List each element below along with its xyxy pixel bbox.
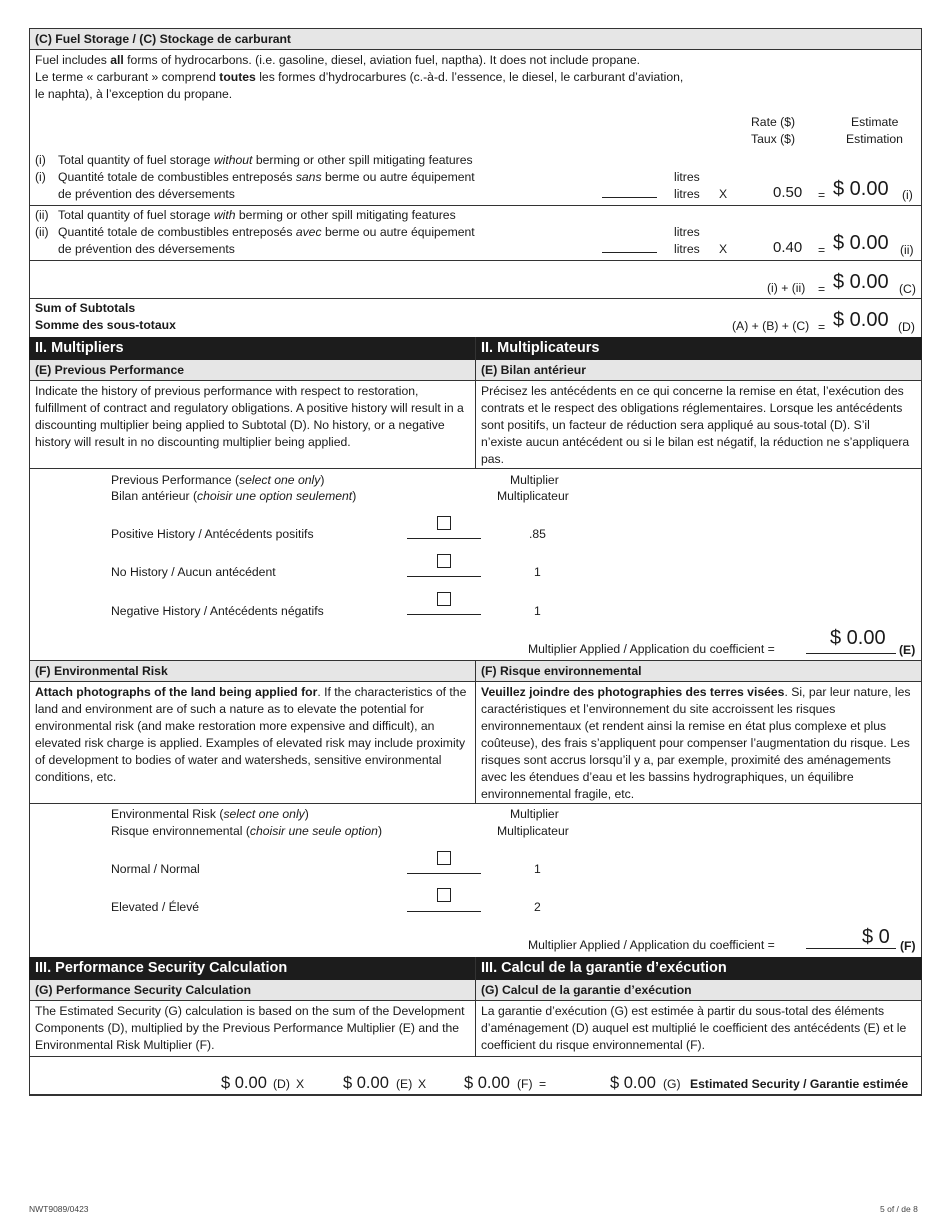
env-desc-en: Attach photographs of the land being applied for. If the characteristics of the land and environment are of such a nature as to elevate the potential for environmental risk (and make restoration more expensive and difficult), an elevated risk charge is applied. Examples of elevated risk may include proximity of development to bodies of water and watersheds, sensitive environmental conditions, etc. [35, 685, 467, 784]
calc-g-tag: (G) [663, 1077, 681, 1091]
prev-select-en: Previous Performance (select one only) [111, 473, 325, 487]
calc-equals: = [539, 1077, 547, 1091]
env-option-normal-value: 1 [534, 862, 541, 876]
calc-g-value[interactable]: $ 0.00 [610, 1074, 656, 1092]
security-header-en: (G) Performance Security Calculation [35, 983, 252, 997]
prev-mult-label-fr: Multiplicateur [497, 489, 569, 503]
prev-header-fr: (E) Bilan antérieur [481, 363, 586, 377]
fuel-subtotal-formula: (i) + (ii) [767, 281, 806, 295]
prev-option-positive-checkbox[interactable] [437, 516, 451, 530]
estimate-label-fr: Estimation [846, 132, 903, 146]
item-i-label-en: Total quantity of fuel storage without berming or other spill mitigating features [58, 153, 473, 167]
prev-option-none-line [407, 576, 481, 577]
prev-desc-fr: Précisez les antécédents en ce qui concerne la remise en état, l’exécution des contrats et le respect des obligations réglementaires. Lorsque les antécédents sont positifs, un facteur de réduction sera appliqué au sous-total (D). S’il n’existe aucun antécédent ou si le bilan est négatif, la réduction ne s’appliquera pas. [481, 384, 910, 466]
security-title-bar-fr [476, 957, 922, 980]
security-title-en: III. Performance Security Calculation [35, 960, 288, 976]
calc-times-2: X [418, 1077, 427, 1091]
sum-tag: (D) [898, 320, 915, 334]
item-ii-unit-en: litres [674, 225, 700, 239]
item-i-unit-fr: litres [674, 187, 700, 201]
multipliers-title-fr: II. Multiplicateurs [481, 340, 600, 356]
item-ii-rate: 0.40 [773, 239, 803, 256]
prev-desc-en: Indicate the history of previous performance with respect to restoration, fulfillment of contract and regulatory obligations. A positive history will result in a discounting multiplier being applied to Subtotal (D). No history, or a negative history will result in no discounting multiplier being applied. [35, 384, 464, 449]
env-applied-value[interactable]: $ 0 [862, 926, 890, 948]
item-ii-estimate-value[interactable]: $ 0.00 [833, 232, 889, 254]
rate-label-en: Rate ($) [751, 115, 796, 129]
item-i-quantity-field[interactable] [602, 197, 657, 198]
fuel-desc-en: Fuel includes all forms of hydrocarbons. (i.e. gasoline, diesel, aviation fuel, naptha). It does not include propane. [35, 53, 641, 67]
env-header-en: (F) Environmental Risk [35, 664, 168, 678]
prev-option-positive-value: .85 [529, 527, 546, 541]
env-option-normal-label: Normal / Normal [111, 862, 200, 876]
env-applied-tag: (F) [900, 939, 916, 953]
fuel-subtotal-value[interactable]: $ 0.00 [833, 271, 889, 293]
item-ii-label-fr: Quantité totale de combustibles entreposés avec berme ou autre équipement [58, 225, 475, 239]
fuel-subtotal-equals: = [818, 282, 826, 296]
env-option-normal-line [407, 873, 481, 874]
prev-option-negative-label: Negative History / Antécédents négatifs [111, 604, 324, 618]
security-desc-en: The Estimated Security (G) calculation is based on the sum of the Development Components (D), multiplied by the Previous Performance Multiplier (E) and the Environmental Risk Multiplier (F). [35, 1004, 465, 1052]
prev-applied-label: Multiplier Applied / Application du coefficient = [528, 642, 775, 656]
env-select-fr: Risque environnemental (choisir une seule option) [111, 824, 383, 838]
prev-option-negative-line [407, 614, 481, 615]
calc-d-tag: (D) [273, 1077, 290, 1091]
env-select-en: Environmental Risk (select one only) [111, 807, 309, 821]
security-desc-fr: La garantie d’exécution (G) est estimée à partir du sous-total des éléments d’aménagement (D) auquel est multiplié le coefficient des antécédents (E) et le coefficient du risque environnemental (F). [481, 1004, 907, 1052]
item-i-num-en: (i) [35, 153, 46, 167]
item-i-unit-en: litres [674, 170, 700, 184]
prev-select-fr: Bilan antérieur (choisir une option seulement) [111, 489, 357, 503]
sum-equals: = [818, 320, 826, 334]
item-ii-quantity-field[interactable] [602, 252, 657, 253]
calc-times-1: X [296, 1077, 305, 1091]
fuel-desc-fr-line2: le naphta), à l’exception du propane. [35, 87, 233, 101]
page-number: 5 of / de 8 [880, 1204, 918, 1214]
prev-option-none-checkbox[interactable] [437, 554, 451, 568]
form-id: NWT9089/0423 [29, 1204, 89, 1214]
item-i-equals: = [818, 188, 826, 202]
security-header-fr: (G) Calcul de la garantie d’exécution [481, 983, 692, 997]
item-i-times: X [719, 187, 728, 201]
fuel-storage-header: (C) Fuel Storage / (C) Stockage de carburant [35, 32, 291, 46]
calc-f-value[interactable]: $ 0.00 [464, 1074, 510, 1092]
prev-option-negative-checkbox[interactable] [437, 592, 451, 606]
env-mult-label-en: Multiplier [510, 807, 559, 821]
item-ii-num-en: (ii) [35, 208, 49, 222]
security-title-fr: III. Calcul de la garantie d’exécution [481, 960, 727, 976]
multipliers-title-en: II. Multipliers [35, 340, 124, 356]
item-i-estimate-value[interactable]: $ 0.00 [833, 178, 889, 200]
env-option-elevated-checkbox[interactable] [437, 888, 451, 902]
env-option-elevated-value: 2 [534, 900, 541, 914]
sum-formula: (A) + (B) + (C) [732, 319, 810, 333]
rate-label-fr: Taux ($) [751, 132, 796, 146]
multipliers-title-bar-en [29, 337, 475, 360]
prev-header-en: (E) Previous Performance [35, 363, 185, 377]
prev-option-negative-value: 1 [534, 604, 541, 618]
env-applied-label: Multiplier Applied / Application du coefficient = [528, 938, 775, 952]
item-i-rate: 0.50 [773, 184, 803, 201]
calc-d-value[interactable]: $ 0.00 [221, 1074, 267, 1092]
item-i-label-fr: Quantité totale de combustibles entreposés sans berme ou autre équipement [58, 170, 475, 184]
calc-f-tag: (F) [517, 1077, 533, 1091]
fuel-desc-fr: Le terme « carburant » comprend toutes les formes d’hydrocarbures (c.-à-d. l’essence, le diesel, le carburant d’aviation, [35, 70, 684, 84]
calc-e-tag: (E) [396, 1077, 413, 1091]
item-i-label-fr-line2: de prévention des déversements [58, 187, 235, 201]
env-desc-fr: Veuillez joindre des photographies des terres visées. Si, par leur nature, les caractéristiques et l’environnement du site accroissent les risques environnementaux (et rendent ainsi la remise en état plus complexe et plus coûteuse), des frais s’appliquent pour compenser l’augmentation du risque. Les risques sont accrus lorsqu’il y a, par exemple, proximité des aménagements avec les étendues d’eau et les bassins hydrographiques, un équilibre environnemental fragile, etc. [481, 685, 911, 801]
item-i-num-fr: (i) [35, 170, 46, 184]
estimate-label-en: Estimate [851, 115, 899, 129]
prev-option-positive-label: Positive History / Antécédents positifs [111, 527, 314, 541]
item-ii-unit-fr: litres [674, 242, 700, 256]
prev-applied-value[interactable]: $ 0.00 [830, 627, 886, 649]
item-ii-equals: = [818, 243, 826, 257]
prev-mult-label-en: Multiplier [510, 473, 559, 487]
env-header-fr: (F) Risque environnemental [481, 664, 642, 678]
env-option-elevated-label: Elevated / Élevé [111, 900, 200, 914]
calc-e-value[interactable]: $ 0.00 [343, 1074, 389, 1092]
sum-label-fr: Somme des sous-totaux [35, 318, 176, 332]
item-ii-label-fr-line2: de prévention des déversements [58, 242, 235, 256]
env-option-elevated-line [407, 911, 481, 912]
item-i-tag: (i) [902, 188, 913, 202]
item-ii-times: X [719, 242, 728, 256]
multipliers-title-bar-fr [476, 337, 922, 360]
fuel-subtotal-tag: (C) [899, 282, 916, 296]
env-mult-label-fr: Multiplicateur [497, 824, 569, 838]
env-option-normal-checkbox[interactable] [437, 851, 451, 865]
calc-g-label: Estimated Security / Garantie estimée [690, 1077, 909, 1091]
item-ii-label-en: Total quantity of fuel storage with berming or other spill mitigating features [58, 208, 456, 222]
prev-applied-line [806, 653, 896, 654]
item-ii-num-fr: (ii) [35, 225, 49, 239]
item-ii-tag: (ii) [900, 243, 914, 257]
prev-option-none-value: 1 [534, 565, 541, 579]
sum-value[interactable]: $ 0.00 [833, 309, 889, 331]
prev-option-none-label: No History / Aucun antécédent [111, 565, 276, 579]
security-title-bar-en [29, 957, 475, 980]
prev-applied-tag: (E) [899, 643, 916, 657]
prev-option-positive-line [407, 538, 481, 539]
sum-label-en: Sum of Subtotals [35, 301, 136, 315]
